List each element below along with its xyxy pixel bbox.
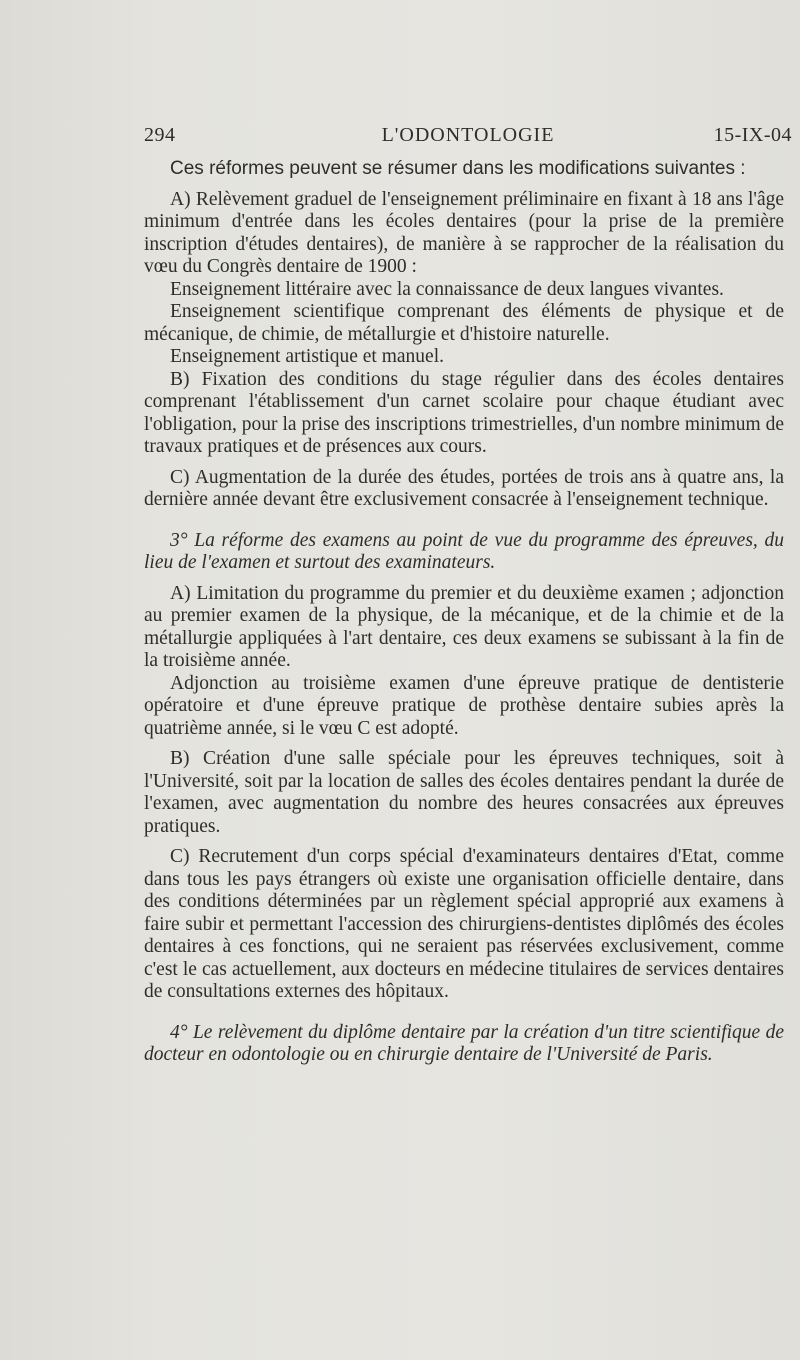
section-4-heading: 4° Le relèvement du diplôme dentaire par la création d'un titre scientifique de docteur en odontologie ou en chirurgie dentaire de l'Université de Paris.	[144, 1021, 784, 1065]
page-number: 294	[144, 124, 176, 146]
exam-item-b-room: B) Création d'une salle spéciale pour les épreuves techniques, soit à l'Université, soit par la location de salles des écoles dentaires pendant la durée de l'examen, avec augmentation du nombre des heures consacrées aux épreuves pratiques.	[144, 748, 784, 837]
journal-title: L'ODONTOLOGIE	[381, 124, 555, 146]
reform-item-c-duration: C) Augmentation de la durée des études, portées de trois ans à quatre ans, la dernière année devant être exclusivement consacrée à l'enseignement technique.	[144, 466, 784, 510]
exam-item-a-program: A) Limitation du programme du premier et du deuxième examen ; adjonction au premier examen de la physique, de la mécanique, et de la chimie et de la métallurgie appliquées à l'art dentaire, ces deux examens se subissant à la fin de la troisième année.	[144, 582, 784, 671]
article-body	[144, 158, 784, 1067]
literary-education: Enseignement littéraire avec la connaissance de deux langues vivantes.	[170, 278, 724, 300]
scientific-education: Enseignement scientifique comprenant des éléments de physique et de mécanique, de chimie, de métallurgie et d'histoire naturelle.	[144, 301, 784, 345]
section-3-heading: 3° La réforme des examens au point de vue du programme des épreuves, du lieu de l'examen et surtout des examinateurs.	[144, 529, 784, 573]
exam-item-c-examiners: C) Recrutement d'un corps spécial d'examinateurs dentaires d'Etat, comme dans tous les pays étrangers où existe une organisation officielle dentaire, dans des conditions déterminées par un règlement spécial approprié aux examens à faire subir et permettant l'accession des chirurgiens-dentistes diplômés des écoles dentaires à ces fonctions, qui ne seraient pas réservées exclusivement, comme c'est le cas actuellement, aux docteurs en médecine titulaires de services dentaires de consultations externes des hôpitaux.	[144, 846, 784, 1002]
running-header	[144, 124, 792, 154]
artistic-education: Enseignement artistique et manuel.	[170, 346, 444, 367]
exam-third-addition: Adjonction au troisième examen d'une épreuve pratique de dentisterie opératoire et d'une épreuve pratique de prothèse dentaire subies après la quatrième année, si le vœu C est adopté.	[144, 672, 784, 739]
issue-date: 15-IX-04	[713, 124, 792, 146]
reform-item-b-internship: B) Fixation des conditions du stage régulier dans des écoles dentaires comprenant l'établissement d'un carnet scolaire pour chaque étudiant avec l'obligation, pour la prise des inscriptions trimestrielles, d'un nombre minimum de travaux pratiques et de présences aux cours.	[144, 368, 784, 457]
intro-paragraph: Ces réformes peuvent se résumer dans les modifications suivantes :	[170, 158, 746, 179]
reform-item-a-preliminary: A) Relèvement graduel de l'enseignement préliminaire en fixant à 18 ans l'âge minimum d'entrée dans les écoles dentaires (pour la prise de la première inscription d'études dentaires), de manière à se rapprocher de la réalisation du vœu du Congrès dentaire de 1900 :	[144, 188, 784, 277]
